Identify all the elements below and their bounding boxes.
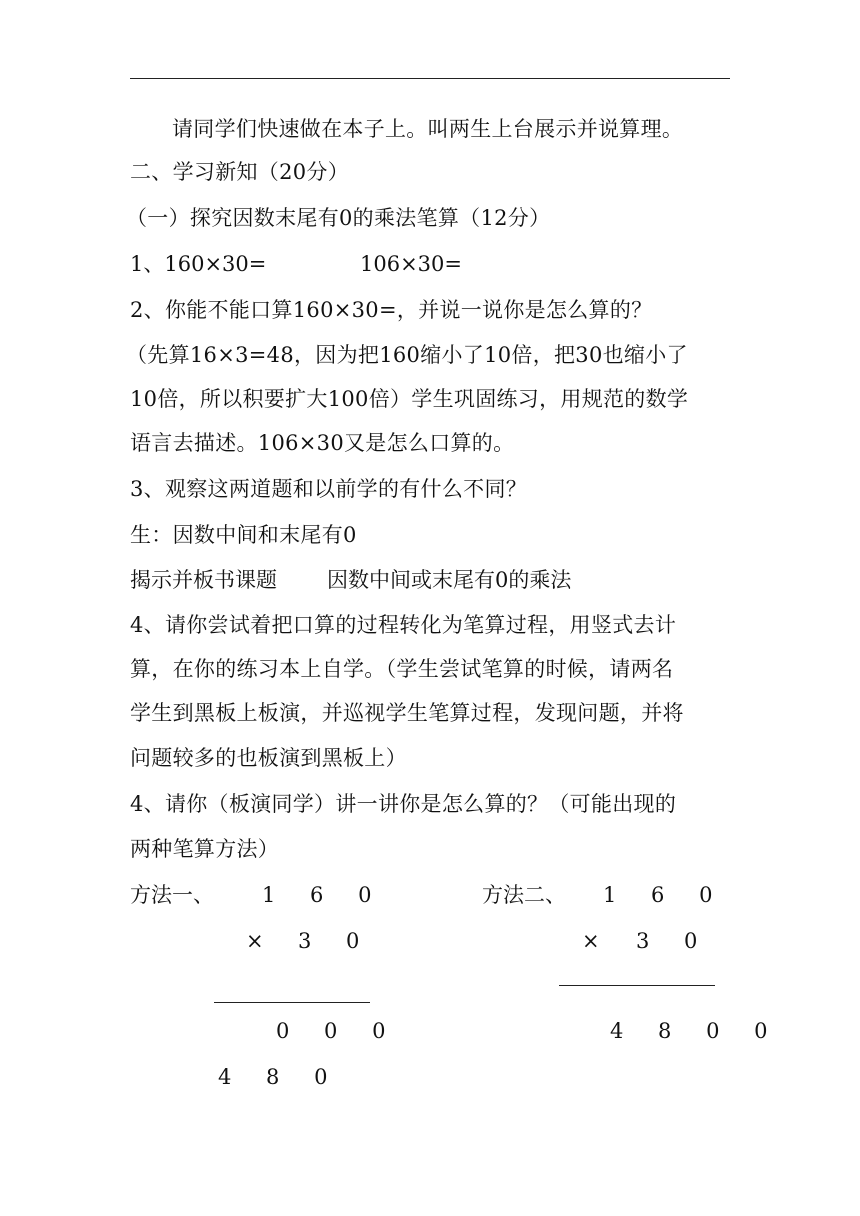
method-2-multiplier: 3 0	[636, 929, 712, 953]
method-2-result: 4 8 0 0	[610, 1019, 782, 1043]
question-4-line-1: 4、请你尝试着把口算的过程转化为笔算过程，用竖式去计	[130, 613, 677, 637]
student-answer: 生：因数中间和末尾有0	[130, 523, 357, 547]
method-1-multiplicand: 1 6 0	[262, 883, 386, 907]
question-4b-line-2: 两种笔算方法）	[130, 837, 280, 861]
question-4b-line-1: 4、请你（板演同学）讲一讲你是怎么算的？（可能出现的	[130, 792, 677, 816]
method-1-label: 方法一、	[130, 883, 214, 907]
problem-2: 106×30=	[360, 252, 462, 276]
section-heading: 二、学习新知（20分）	[130, 160, 350, 184]
explanation-line-1: （先算16×3=48，因为把160缩小了10倍，把30也缩小了	[126, 343, 688, 367]
method-1-multiplier: 3 0	[298, 929, 374, 953]
explanation-line-2: 10倍，所以积要扩大100倍）学生巩固练习，用规范的数学	[130, 387, 689, 411]
method-2-label: 方法二、	[482, 883, 566, 907]
subsection-heading: （一）探究因数末尾有0的乘法笔算（12分）	[126, 206, 551, 230]
reveal-topic-label: 揭示并板书课题	[130, 568, 277, 592]
question-4-line-2: 算，在你的练习本上自学。（学生尝试笔算的时候，请两名	[130, 657, 674, 681]
header-rule	[130, 78, 730, 79]
problem-1: 1、160×30=	[130, 252, 267, 276]
method-2-result-line	[559, 985, 715, 986]
paragraph-intro: 请同学们快速做在本子上。叫两生上台展示并说算理。	[172, 117, 684, 141]
explanation-line-3: 语言去描述。106×30又是怎么口算的。	[130, 431, 515, 455]
method-1-result-line	[214, 1002, 370, 1003]
method-1-partial-row-1: 0 0 0	[276, 1019, 400, 1043]
question-4-line-3: 学生到黑板上板演，并巡视学生笔算过程，发现问题，并将	[130, 701, 684, 725]
method-1-partial-row-2: 4 8 0	[218, 1065, 342, 1089]
question-4-line-4: 问题较多的也板演到黑板上）	[130, 746, 407, 770]
method-2-multiplicand: 1 6 0	[603, 883, 727, 907]
question-3: 3、观察这两道题和以前学的有什么不同？	[130, 477, 528, 501]
method-2-times-sign: ×	[582, 929, 600, 953]
question-2: 2、你能不能口算160×30=，并说一说你是怎么算的？	[130, 298, 653, 322]
lesson-topic: 因数中间或末尾有0的乘法	[327, 568, 572, 592]
method-1-times-sign: ×	[246, 929, 264, 953]
